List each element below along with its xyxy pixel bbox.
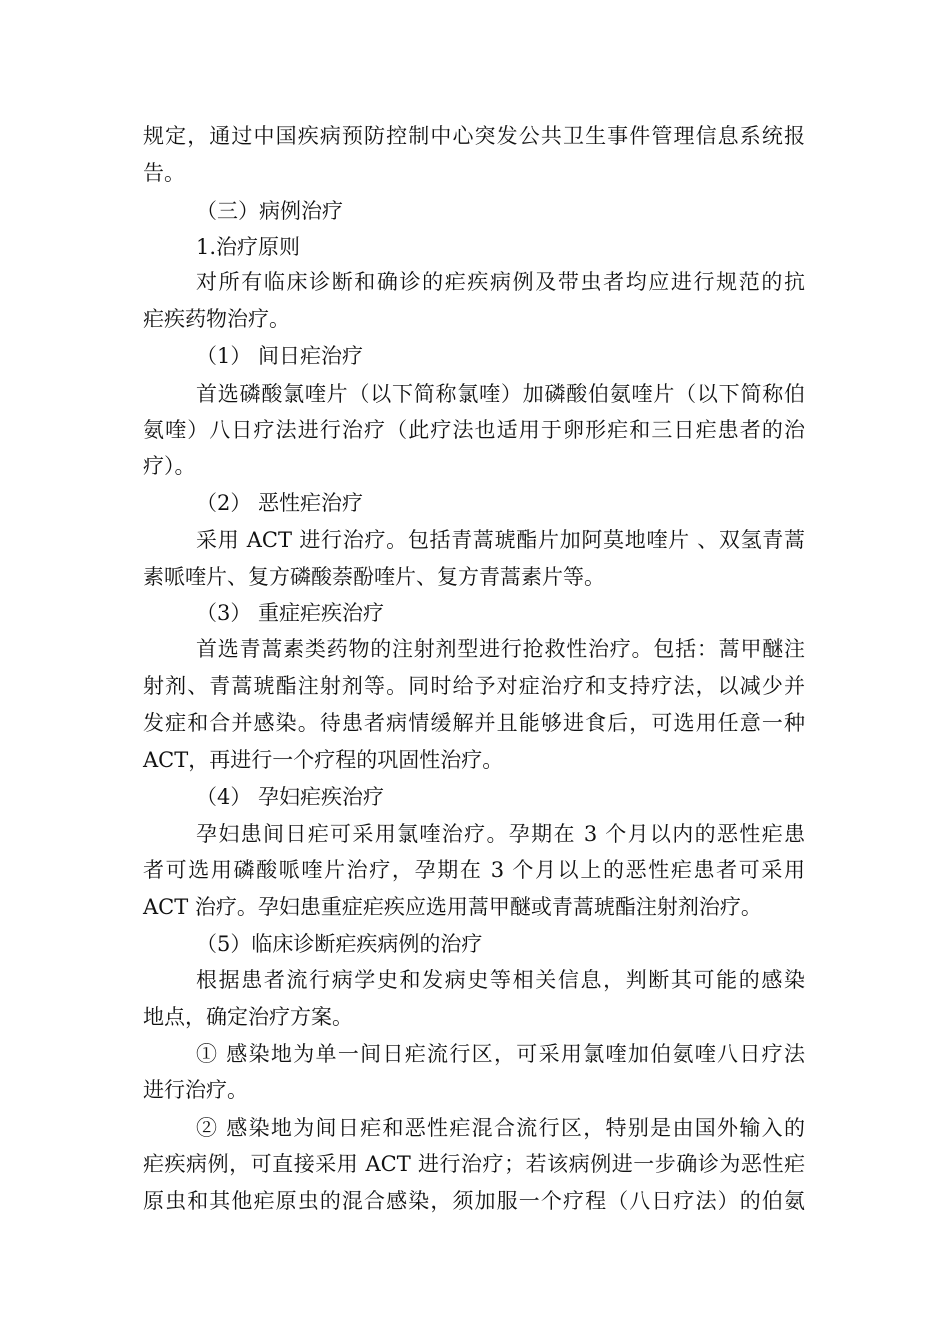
text-line: 首选青蒿素类药物的注射剂型进行抢救性治疗。包括：蒿甲醚注 — [196, 637, 805, 661]
text-line: ② 感染地为间日疟和恶性疟混合流行区，特别是由国外输入的 — [196, 1116, 805, 1140]
text-line: 进行治疗。 — [143, 1078, 248, 1102]
section-heading: （三）病例治疗 — [196, 199, 343, 223]
text-line: 规定，通过中国疾病预防控制中心突发公共卫生事件管理信息系统报 — [143, 124, 805, 148]
text-line: 氨喹）八日疗法进行治疗（此疗法也适用于卵形疟和三日疟患者的治 — [143, 418, 805, 442]
text-line: ACT 治疗。孕妇患重症疟疾应选用蒿甲醚或青蒿琥酯注射剂治疗。 — [143, 895, 762, 919]
text-line: ACT，再进行一个疗程的巩固性治疗。 — [143, 748, 504, 772]
text-line: 采用 ACT 进行治疗。包括青蒿琥酯片加阿莫地喹片 、双氢青蒿 — [196, 528, 805, 552]
item-heading: （2） 恶性疟治疗 — [196, 491, 364, 515]
text-line: 原虫和其他疟原虫的混合感染，须加服一个疗程（八日疗法）的伯氨 — [143, 1189, 805, 1213]
text-line: 发症和合并感染。待患者病情缓解并且能够进食后，可选用任意一种 — [143, 711, 805, 735]
text-line: 疗）。 — [143, 454, 196, 478]
item-heading: （1） 间日疟治疗 — [196, 344, 364, 368]
text-line: 素哌喹片、复方磷酸萘酚喹片、复方青蒿素片等。 — [143, 565, 605, 589]
text-line: 告。 — [143, 161, 185, 185]
text-line: 孕妇患间日疟可采用氯喹治疗。孕期在 3 个月以内的恶性疟患 — [196, 822, 805, 846]
item-heading: （4） 孕妇疟疾治疗 — [196, 785, 385, 809]
text-line: 疟疾药物治疗。 — [143, 307, 290, 331]
text-line: 疟疾病例，可直接采用 ACT 进行治疗；若该病例进一步确诊为恶性疟 — [143, 1152, 805, 1176]
item-heading: （5）临床诊断疟疾病例的治疗 — [196, 932, 483, 956]
text-line: 地点，确定治疗方案。 — [143, 1005, 353, 1029]
subsection-heading: 1.治疗原则 — [196, 235, 301, 259]
text-line: 者可选用磷酸哌喹片治疗，孕期在 3 个月以上的恶性疟患者可采用 — [143, 858, 805, 882]
text-line: 根据患者流行病学史和发病史等相关信息，判断其可能的感染 — [196, 968, 805, 992]
text-line: ① 感染地为单一间日疟流行区，可采用氯喹加伯氨喹八日疗法 — [196, 1042, 805, 1066]
text-line: 射剂、青蒿琥酯注射剂等。同时给予对症治疗和支持疗法，以减少并 — [143, 674, 805, 698]
text-line: 首选磷酸氯喹片（以下简称氯喹）加磷酸伯氨喹片（以下简称伯 — [196, 382, 805, 406]
item-heading: （3） 重症疟疾治疗 — [196, 601, 385, 625]
text-line: 对所有临床诊断和确诊的疟疾病例及带虫者均应进行规范的抗 — [196, 270, 805, 294]
